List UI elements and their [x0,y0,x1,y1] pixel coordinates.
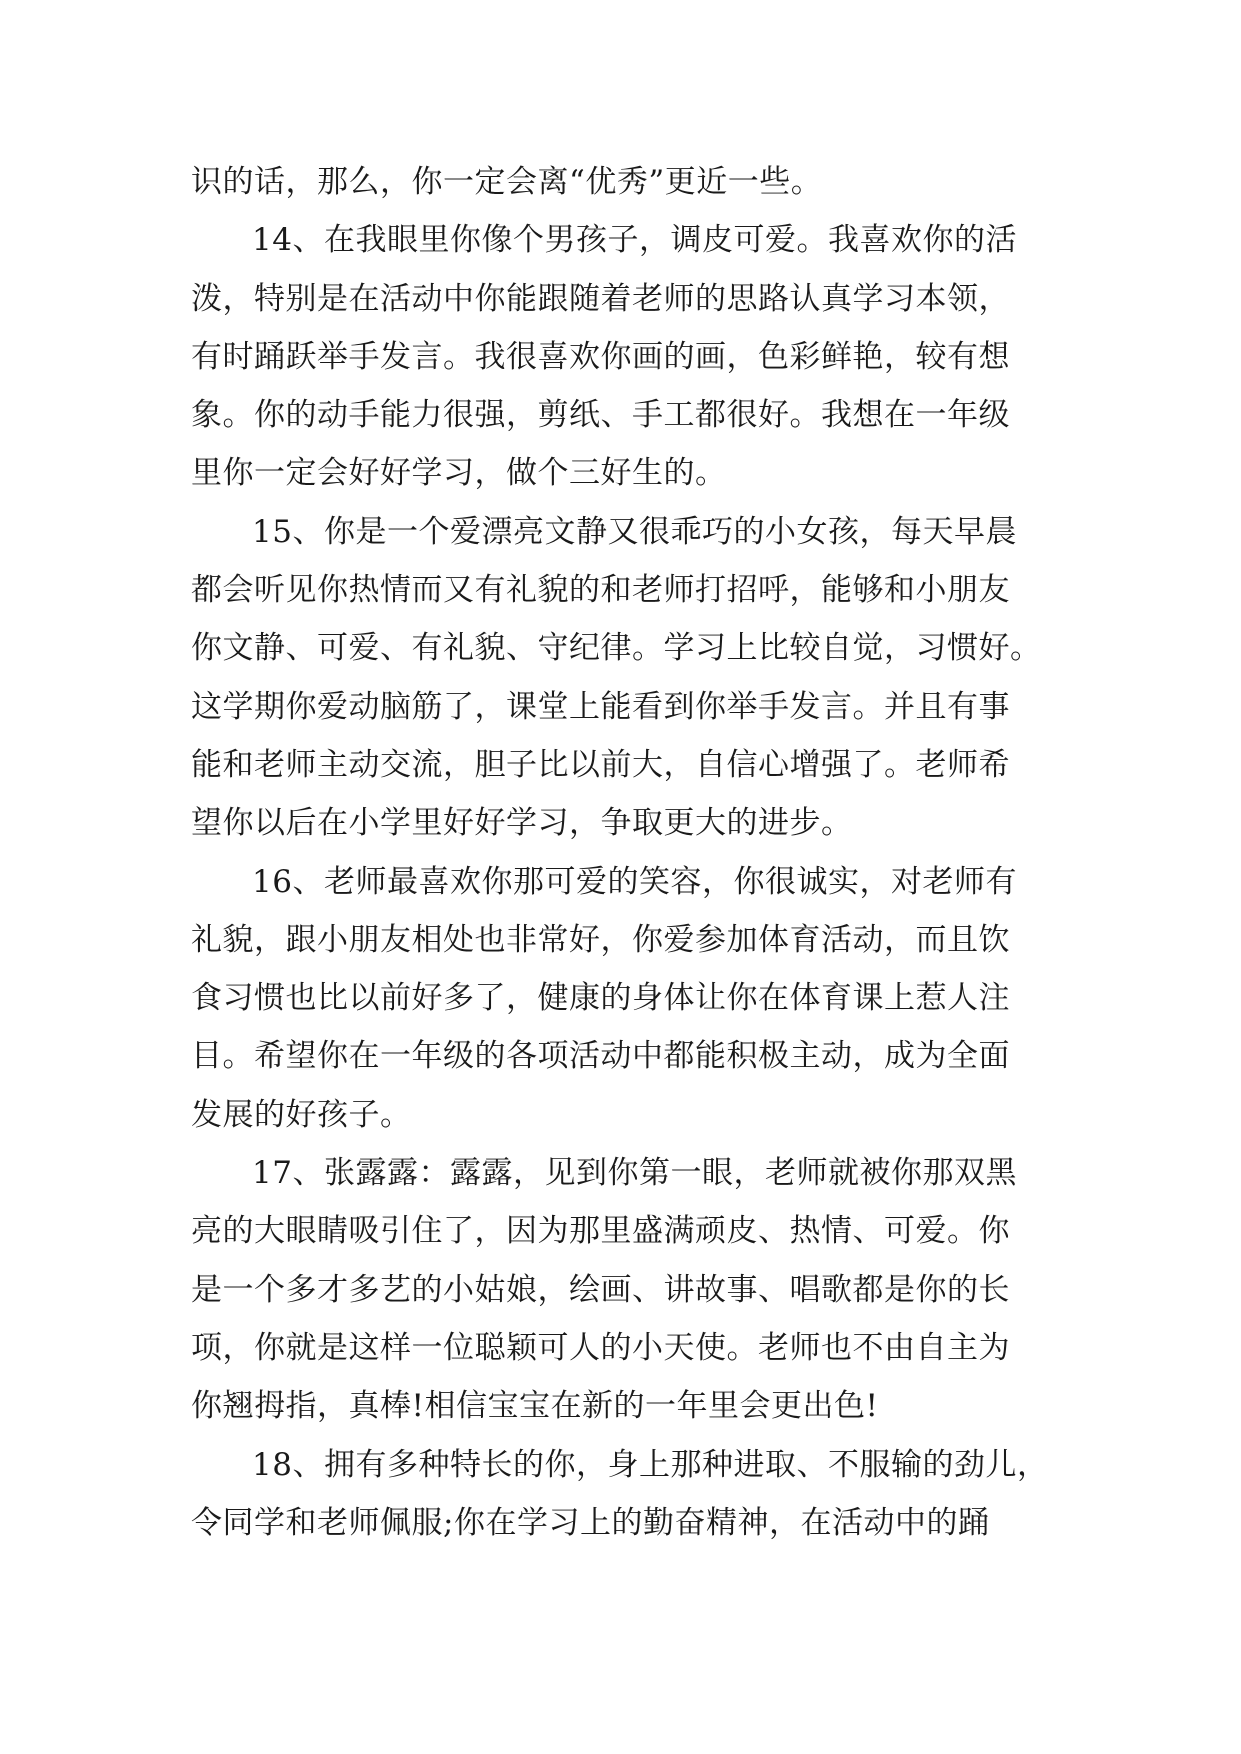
text-line: 识的话，那么，你一定会离“优秀”更近一些。 [191,164,823,200]
text-line: 项，你就是这样一位聪颖可人的小天使。老师也不由自主为 [191,1329,1010,1366]
text-line: 是一个多才多艺的小姑娘，绘画、讲故事、唱歌都是你的长 [191,1271,1010,1308]
text-line: 礼貌，跟小朋友相处也非常好，你爱参加体育活动，而且饮 [191,921,1010,958]
text-line: 17、张露露：露露，见到你第一眼，老师就被你那双黑 [252,1155,1017,1192]
text-line: 望你以后在小学里好好学习，争取更大的进步。 [191,805,853,842]
text-line: 发展的好孩子。 [191,1096,412,1133]
text-line: 象。你的动手能力很强，剪纸、手工都很好。我想在一年级 [191,397,1010,434]
text-line: 泼，特别是在活动中你能跟随着老师的思路认真学习本领， [191,280,1010,317]
text-line: 里你一定会好好学习，做个三好生的。 [191,455,727,492]
text-line: 16、老师最喜欢你那可爱的笑容，你很诚实，对老师有 [252,863,1017,900]
document-body [191,153,1071,1552]
text-line: 你文静、可爱、有礼貌、守纪律。学习上比较自觉，习惯好。 [191,630,1042,667]
text-line: 令同学和老师佩服;你在学习上的勤奋精神，在活动中的踊 [191,1504,990,1541]
text-line: 这学期你爱动脑筋了，课堂上能看到你举手发言。并且有事 [191,688,1010,725]
text-line: 18、拥有多种特长的你，身上那种进取、不服输的劲儿， [252,1446,1049,1483]
text-line: 亮的大眼睛吸引住了，因为那里盛满顽皮、热情、可爱。你 [191,1213,1010,1250]
text-line: 你翘拇指，真棒!相信宝宝在新的一年里会更出色! [191,1388,879,1425]
text-line: 食习惯也比以前好多了，健康的身体让你在体育课上惹人注 [191,980,1010,1017]
text-line: 能和老师主动交流，胆子比以前大，自信心增强了。老师希 [191,746,1010,783]
text-line: 有时踊跃举手发言。我很喜欢你画的画，色彩鲜艳，较有想 [191,338,1010,375]
text-line: 都会听见你热情而又有礼貌的和老师打招呼，能够和小朋友 [191,572,1010,609]
text-line: 目。希望你在一年级的各项活动中都能积极主动，成为全面 [191,1038,1010,1075]
text-line: 15、你是一个爱漂亮文静又很乖巧的小女孩，每天早晨 [252,513,1017,550]
text-line: 14、在我眼里你像个男孩子，调皮可爱。我喜欢你的活 [252,222,1017,259]
